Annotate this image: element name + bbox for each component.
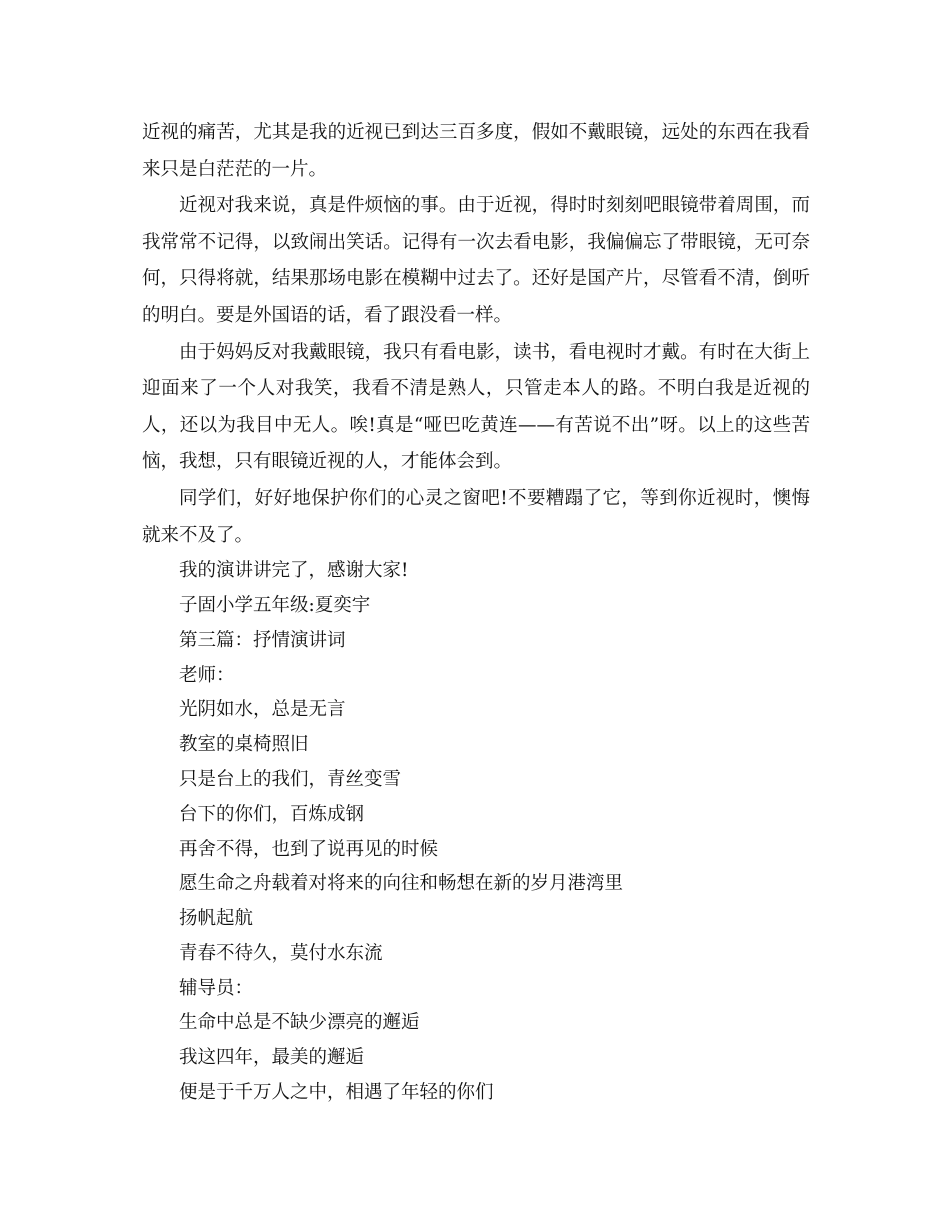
speech-closing-line: 我的演讲讲完了，感谢大家! [179, 560, 409, 582]
verse-line: 扬帆起航 [179, 908, 254, 930]
paragraph-continued: 近视的痛苦，尤其是我的近视已到达三百多度，假如不戴眼镜，远处的东西在我看来只是白茫茫的一片。 [142, 122, 810, 180]
paragraph-myopia-trouble: 近视对我来说，真是件烦恼的事。由于近视，得时时刻刻吧眼镜带着周围，而我常常不记得，以致闹出笑话。记得有一次去看电影，我偏偏忘了带眼镜，无可奈何，只得将就，结果那场电影在模糊中过去了。还好是国产片，尽管看不清，倒听的明白。要是外国语的话，看了跟没看一样。 [142, 195, 810, 326]
speaker-label-teacher: 老师： [179, 664, 235, 686]
verse-line: 愿生命之舟载着对将来的向往和畅想在新的岁月港湾里 [179, 873, 624, 895]
verse-line: 光阴如水，总是无言 [179, 699, 346, 721]
document-page [142, 115, 810, 1111]
section-heading: 第三篇：抒情演讲词 [179, 629, 346, 651]
verse-line: 只是台上的我们，青丝变雪 [179, 768, 402, 790]
verse-line: 再舍不得，也到了说再见的时候 [179, 838, 439, 860]
paragraph-protect-eyes: 同学们，好好地保护你们的心灵之窗吧!不要糟蹋了它，等到你近视时，懊悔就来不及了。 [142, 487, 810, 546]
speaker-label-counselor: 辅导员： [179, 977, 254, 999]
paragraph-mother-glasses: 由于妈妈反对我戴眼镜，我只有看电影，读书，看电视时才戴。有时在大街上迎面来了一个人对我笑，我看不清是熟人，只管走本人的路。不明白我是近视的人，还以为我目中无人。唉!真是“哑巴吃黄连——有苦说不出”呀。以上的这些苦恼，我想，只有眼镜近视的人，才能体会到。 [142, 341, 810, 473]
verse-line: 便是于千万人之中，相遇了年轻的你们 [179, 1082, 494, 1104]
verse-line: 台下的你们，百炼成钢 [179, 803, 365, 825]
verse-line: 教室的桌椅照旧 [179, 734, 309, 756]
verse-line: 我这四年，最美的邂逅 [179, 1047, 365, 1069]
speech-author-line: 子固小学五年级:夏奕宇 [179, 594, 371, 616]
verse-line: 青春不待久，莫付水东流 [179, 942, 383, 964]
verse-line: 生命中总是不缺少漂亮的邂逅 [179, 1012, 420, 1034]
